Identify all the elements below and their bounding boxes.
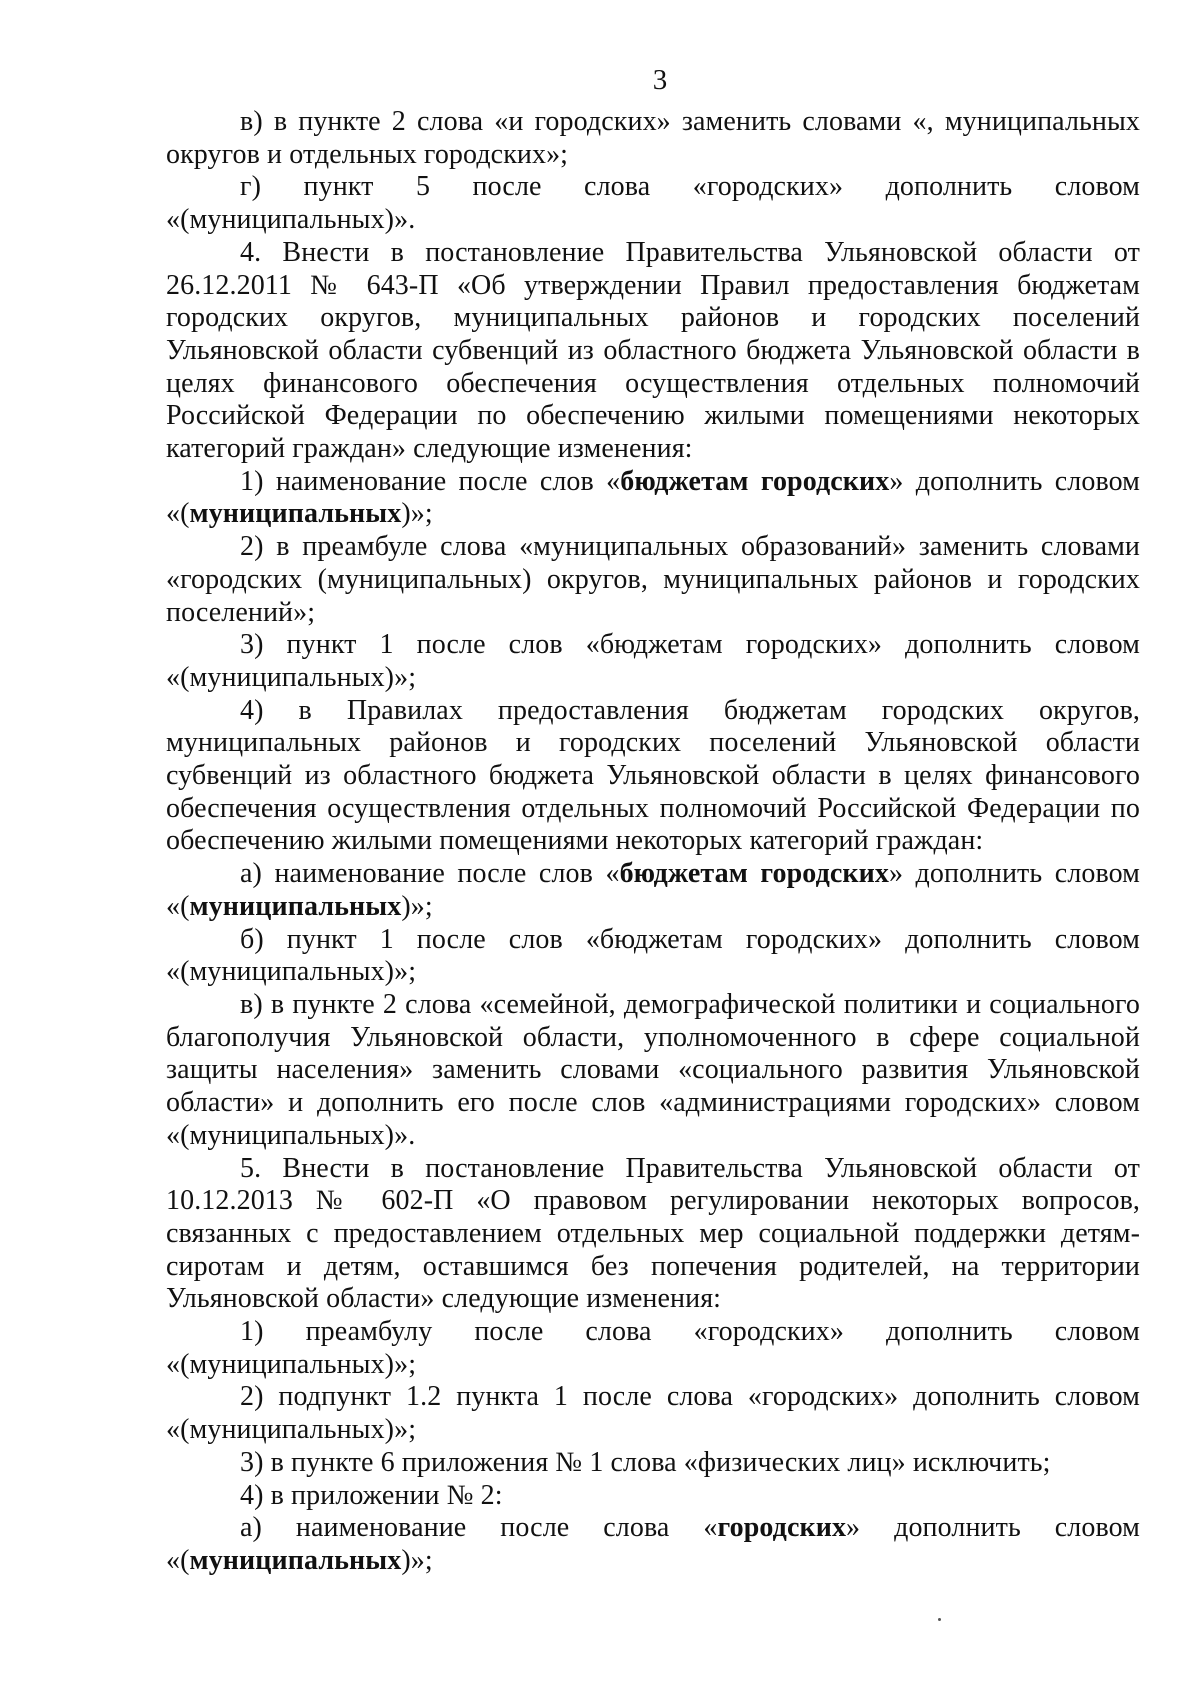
paragraph (166, 989, 1140, 1153)
text-segment: 3) пункт 1 после слов «бюджетам городских» дополнить словом «(муниципальных)»; (166, 629, 1140, 693)
bold-text-segment: муниципальных (189, 1544, 402, 1576)
text-segment: г) пункт 5 после слова «городских» дополнить словом «(муниципальных)». (166, 171, 1140, 236)
text-segment: 2) в преамбуле слова «муниципальных образований» заменить словами «городских (муниципальных) округов, муниципальных районов и городских поселений»; (166, 531, 1140, 628)
text-segment: б) пункт 1 после слов «бюджетам городских» дополнить словом «(муниципальных)»; (166, 923, 1140, 988)
paragraph (166, 531, 1140, 629)
paragraph (166, 695, 1140, 859)
text-segment: 1) преамбулу после слова «городских» дополнить словом «(муниципальных)»; (166, 1316, 1140, 1380)
paragraph (166, 106, 1140, 171)
text-segment: » дополнить словом «( (166, 858, 1141, 922)
page-number: 3 (652, 64, 668, 96)
paragraph (166, 1153, 1140, 1317)
text-segment: а) наименование после слова « (240, 1512, 718, 1544)
text-segment: » дополнить словом «( (166, 1512, 1140, 1576)
paragraph (166, 858, 1140, 923)
paragraph (166, 1316, 1140, 1381)
bold-text-segment: муниципальных (189, 890, 402, 922)
document-body (166, 106, 1140, 1578)
paragraph (166, 237, 1140, 466)
paragraph (166, 924, 1140, 989)
text-segment: 5. Внести в постановление Правительства Ульяновской области от 10.12.2013 № 602-П «О правовом регулировании некоторых вопросов, связанных с предоставлением отдельных мер социальной поддержки детям-сиротам и детям, оставшимся без попечения родителей, на территории Ульяновской области» следующие изменения: (166, 1152, 1140, 1315)
text-segment: 2) подпункт 1.2 пункта 1 после слова «городских» дополнить словом «(муниципальных)»; (166, 1381, 1140, 1446)
text-segment: в) в пункте 2 слова «и городских» заменить словами «, муниципальных округов и отдельных городских»; (166, 106, 1140, 170)
text-segment: а) наименование после слов « (240, 858, 620, 890)
text-segment: 4. Внести в постановление Правительства Ульяновской области от 26.12.2011 № 643-П «Об утверждении Правил предоставления бюджетам городских округов, муниципальных районов и городских поселений Ульяновской области субвенций из областного бюджета Ульяновской области в целях финансового обеспечения осуществления отдельных полномочий Российской Федерации по обеспечению жилыми помещениями некоторых категорий граждан» следующие изменения: (166, 236, 1140, 465)
text-segment: 4) в приложении № 2: (240, 1479, 503, 1511)
text-segment: 1) наименование после слов « (240, 465, 621, 497)
paragraph (166, 171, 1140, 236)
bold-text-segment: муниципальных (189, 498, 402, 530)
paragraph (166, 1512, 1140, 1577)
text-segment: 4) в Правилах предоставления бюджетам городских округов, муниципальных районов и городских поселений Ульяновской области субвенций из областного бюджета Ульяновской области в целях финансового обеспечения осуществления отдельных полномочий Российской Федерации по обеспечению жилыми помещениями некоторых категорий граждан: (166, 694, 1140, 857)
text-segment: 3) в пункте 6 приложения № 1 слова «физических лиц» исключить; (240, 1446, 1051, 1478)
bold-text-segment: бюджетам городских (620, 465, 890, 497)
text-segment: )»; (401, 498, 433, 530)
paragraph (166, 466, 1140, 531)
text-segment: )»; (401, 1544, 433, 1576)
paragraph (166, 1447, 1140, 1480)
paragraph (166, 629, 1140, 694)
bold-text-segment: городских (717, 1512, 847, 1544)
text-segment: )»; (401, 890, 433, 922)
scan-speck (938, 1618, 941, 1621)
text-segment: » дополнить словом «( (166, 465, 1140, 530)
paragraph (166, 1480, 1140, 1513)
bold-text-segment: бюджетам городских (619, 858, 889, 890)
text-segment: в) в пункте 2 слова «семейной, демографической политики и социального благополучия Ульяновской области, уполномоченного в сфере социальной защиты населения» заменить словами «социального развития Ульяновской области» и дополнить его после слов «администрациями городских» словом «(муниципальных)». (166, 988, 1140, 1151)
paragraph (166, 1381, 1140, 1446)
